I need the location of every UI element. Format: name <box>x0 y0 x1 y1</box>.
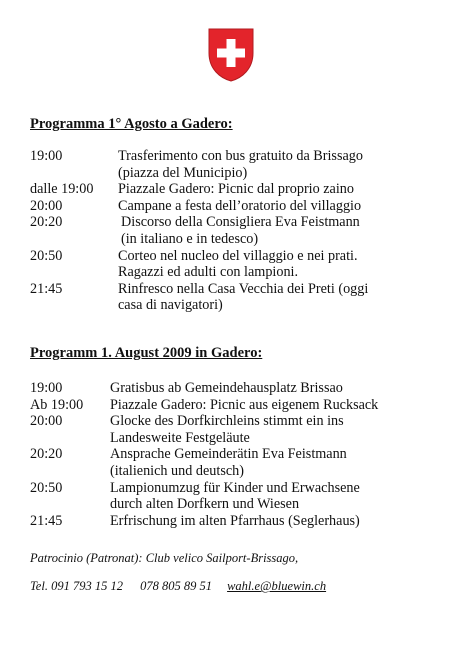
schedule-row <box>30 248 450 281</box>
schedule-time: 20:00 <box>30 413 63 430</box>
schedule-time: 20:50 <box>30 247 63 264</box>
schedule-time: 20:00 <box>30 197 63 214</box>
schedule-description-line: Erfrischung im alten Pfarrhaus (Seglerhaus) <box>110 512 360 529</box>
schedule-description-line: Corteo nel nucleo del villaggio e nei prati. <box>118 247 358 264</box>
schedule-row <box>30 198 450 215</box>
schedule-row <box>30 446 450 479</box>
schedule-description-line: durch alten Dorfkern und Wiesen <box>110 496 300 513</box>
program-title-german: Programm 1. August 2009 in Gadero: <box>30 345 263 361</box>
schedule-time: 20:20 <box>30 214 63 231</box>
schedule-row <box>30 513 450 530</box>
schedule-description <box>118 214 450 247</box>
schedule-time: 21:45 <box>30 512 63 529</box>
schedule-description-line: Piazzale Gadero: Picnic aus eigenem Rucksack <box>110 396 379 413</box>
schedule-description-line: Glocke des Dorfkirchleins stimmt ein ins <box>110 413 344 430</box>
schedule-description-line: Rinfresco nella Casa Vecchia dei Preti (oggi <box>118 280 369 297</box>
schedule-description-line: Ansprache Gemeinderätin Eva Feistmann <box>110 446 347 463</box>
schedule-description-line: Piazzale Gadero: Picnic dal proprio zaino <box>118 181 354 198</box>
schedule-row <box>30 181 450 198</box>
program-list-italian <box>30 148 450 314</box>
schedule-description <box>110 446 450 479</box>
schedule-description-line: Gratisbus ab Gemeindehausplatz Brissao <box>110 380 343 396</box>
schedule-time: 20:50 <box>30 479 63 496</box>
schedule-row <box>30 380 450 397</box>
schedule-description-line: (piazza del Municipio) <box>118 164 248 181</box>
program-title-italian: Programma 1° Agosto a Gadero: <box>30 116 233 132</box>
schedule-time: 21:45 <box>30 280 63 297</box>
schedule-row <box>30 214 450 247</box>
schedule-description <box>118 181 450 198</box>
schedule-time: 20:20 <box>30 446 63 463</box>
swiss-cross-icon <box>207 27 255 83</box>
schedule-row <box>30 413 450 446</box>
patronage-note: Patrocinio (Patronat): Club velico Sailport-Brissago, <box>30 551 299 565</box>
schedule-description <box>110 480 450 513</box>
schedule-description-line: Lampionumzug für Kinder und Erwachsene <box>110 479 360 496</box>
schedule-description-line: (italienich und deutsch) <box>110 462 244 479</box>
schedule-description <box>118 248 450 281</box>
schedule-description-line: Landesweite Festgeläute <box>110 429 250 446</box>
schedule-time: Ab 19:00 <box>30 396 84 413</box>
schedule-description <box>118 198 450 215</box>
schedule-description <box>110 397 450 414</box>
schedule-description-line: Ragazzi ed adulti con lampioni. <box>118 264 299 281</box>
schedule-time: 19:00 <box>30 380 63 396</box>
schedule-description-line: (in italiano e in tedesco) <box>121 230 259 247</box>
schedule-description <box>110 380 450 397</box>
schedule-description <box>118 281 450 314</box>
schedule-row <box>30 397 450 414</box>
schedule-description-line: Trasferimento con bus gratuito da Brissago <box>118 148 363 164</box>
schedule-description <box>118 148 450 181</box>
phone-number-landline: Tel. 091 793 15 12 <box>30 579 123 593</box>
phone-number-mobile: 078 805 89 51 <box>140 579 212 593</box>
schedule-description-line: casa di navigatori) <box>118 297 223 314</box>
schedule-time: 19:00 <box>30 148 63 164</box>
schedule-description <box>110 413 450 446</box>
schedule-description <box>110 513 450 530</box>
schedule-time: dalle 19:00 <box>30 181 94 198</box>
schedule-description-line: Campane a festa dell’oratorio del villaggio <box>118 197 362 214</box>
schedule-description-line: Discorso della Consigliera Eva Feistmann <box>121 214 360 231</box>
schedule-row <box>30 281 450 314</box>
email-link[interactable]: wahl.e@bluewin.ch <box>227 579 327 593</box>
schedule-row <box>30 480 450 513</box>
program-list-german <box>30 380 450 529</box>
contact-line <box>30 579 326 594</box>
schedule-row <box>30 148 450 181</box>
